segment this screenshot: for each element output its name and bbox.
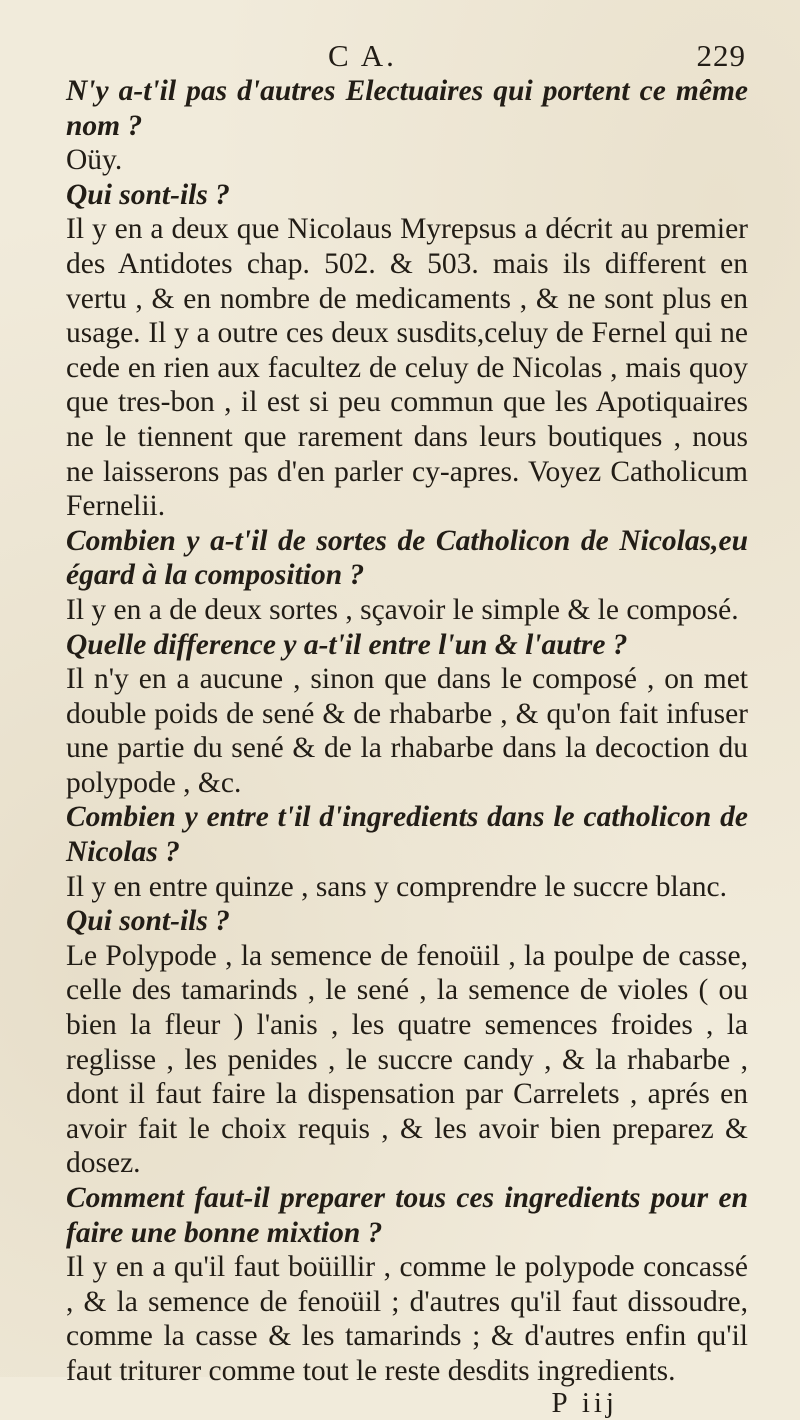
running-head (66, 38, 748, 74)
answer: Il y en a qu'il faut boüillir , comme le polypode concassé , & la semence de fenoüil ; d'autres qu'il faut dissoudre, comme la casse & les tamarinds ; & d'autres enfin qu'il faut triturer comme tout le reste desdits ingredients. (66, 1251, 748, 1387)
answer: Il y en entre quinze , sans y comprendre le succre blanc. (66, 870, 728, 903)
signature-mark: P iij (551, 1386, 618, 1419)
answer: Il y en a de deux sortes , sçavoir le simple & le composé. (66, 593, 739, 626)
body-text (66, 74, 748, 1389)
answer: Le Polypode , la semence de fenoüil , la poulpe de casse, celle des tamarinds , le sené , la semence de violes ( ou bien la fleur ) l'anis , les quatre semences froides , la reglisse , les penides , le succre candy , & la rhabarbe , dont il faut faire la dispensation par Carrelets , aprés en avoir fait le choix requis , & les avoir bien preparez & dosez. (66, 939, 748, 1180)
question: Qui sont-ils ? (66, 905, 230, 938)
question: Comment faut-il preparer tous ces ingredients pour en faire une bonne mixtion ? (66, 1182, 748, 1249)
page-number: 229 (696, 38, 746, 73)
question: Quelle difference y a-t'il entre l'un & l'autre ? (66, 628, 628, 661)
question: N'y a-t'il pas d'autres Electuaires qui portent ce même nom ? (66, 75, 748, 142)
question: Qui sont-ils ? (66, 178, 230, 211)
running-head-title: C A. (328, 38, 397, 73)
answer: Oüy. (66, 144, 123, 177)
question: Combien y entre t'il d'ingredients dans le catholicon de Nicolas ? (66, 801, 748, 869)
answer: Il n'y en a aucune , sinon que dans le composé , on met double poids de sené & de rhabarbe , & qu'on fait infuser une partie du sené & de la rhabarbe dans la decoction du polypode , &c. (66, 663, 748, 799)
answer: Il y en a deux que Nicolaus Myrepsus a décrit au premier des Antidotes chap. 502. & 503. mais ils different en vertu , & en nombre de medicaments , & ne sont plus en usage. Il y a outre ces deux susdits,celuy de Fernel qui ne cede en rien aux facultez de celuy de Nicolas , mais quoy que tres-bon , il est si peu commun que les Apotiquaires ne le tiennent que rarement dans leurs boutiques , nous ne laisserons pas d'en parler cy-apres. Voyez Catholicum Fernelii. (66, 213, 748, 523)
question: Combien y a-t'il de sortes de Catholicon de Nicolas,eu égard à la composition ? (66, 524, 748, 592)
